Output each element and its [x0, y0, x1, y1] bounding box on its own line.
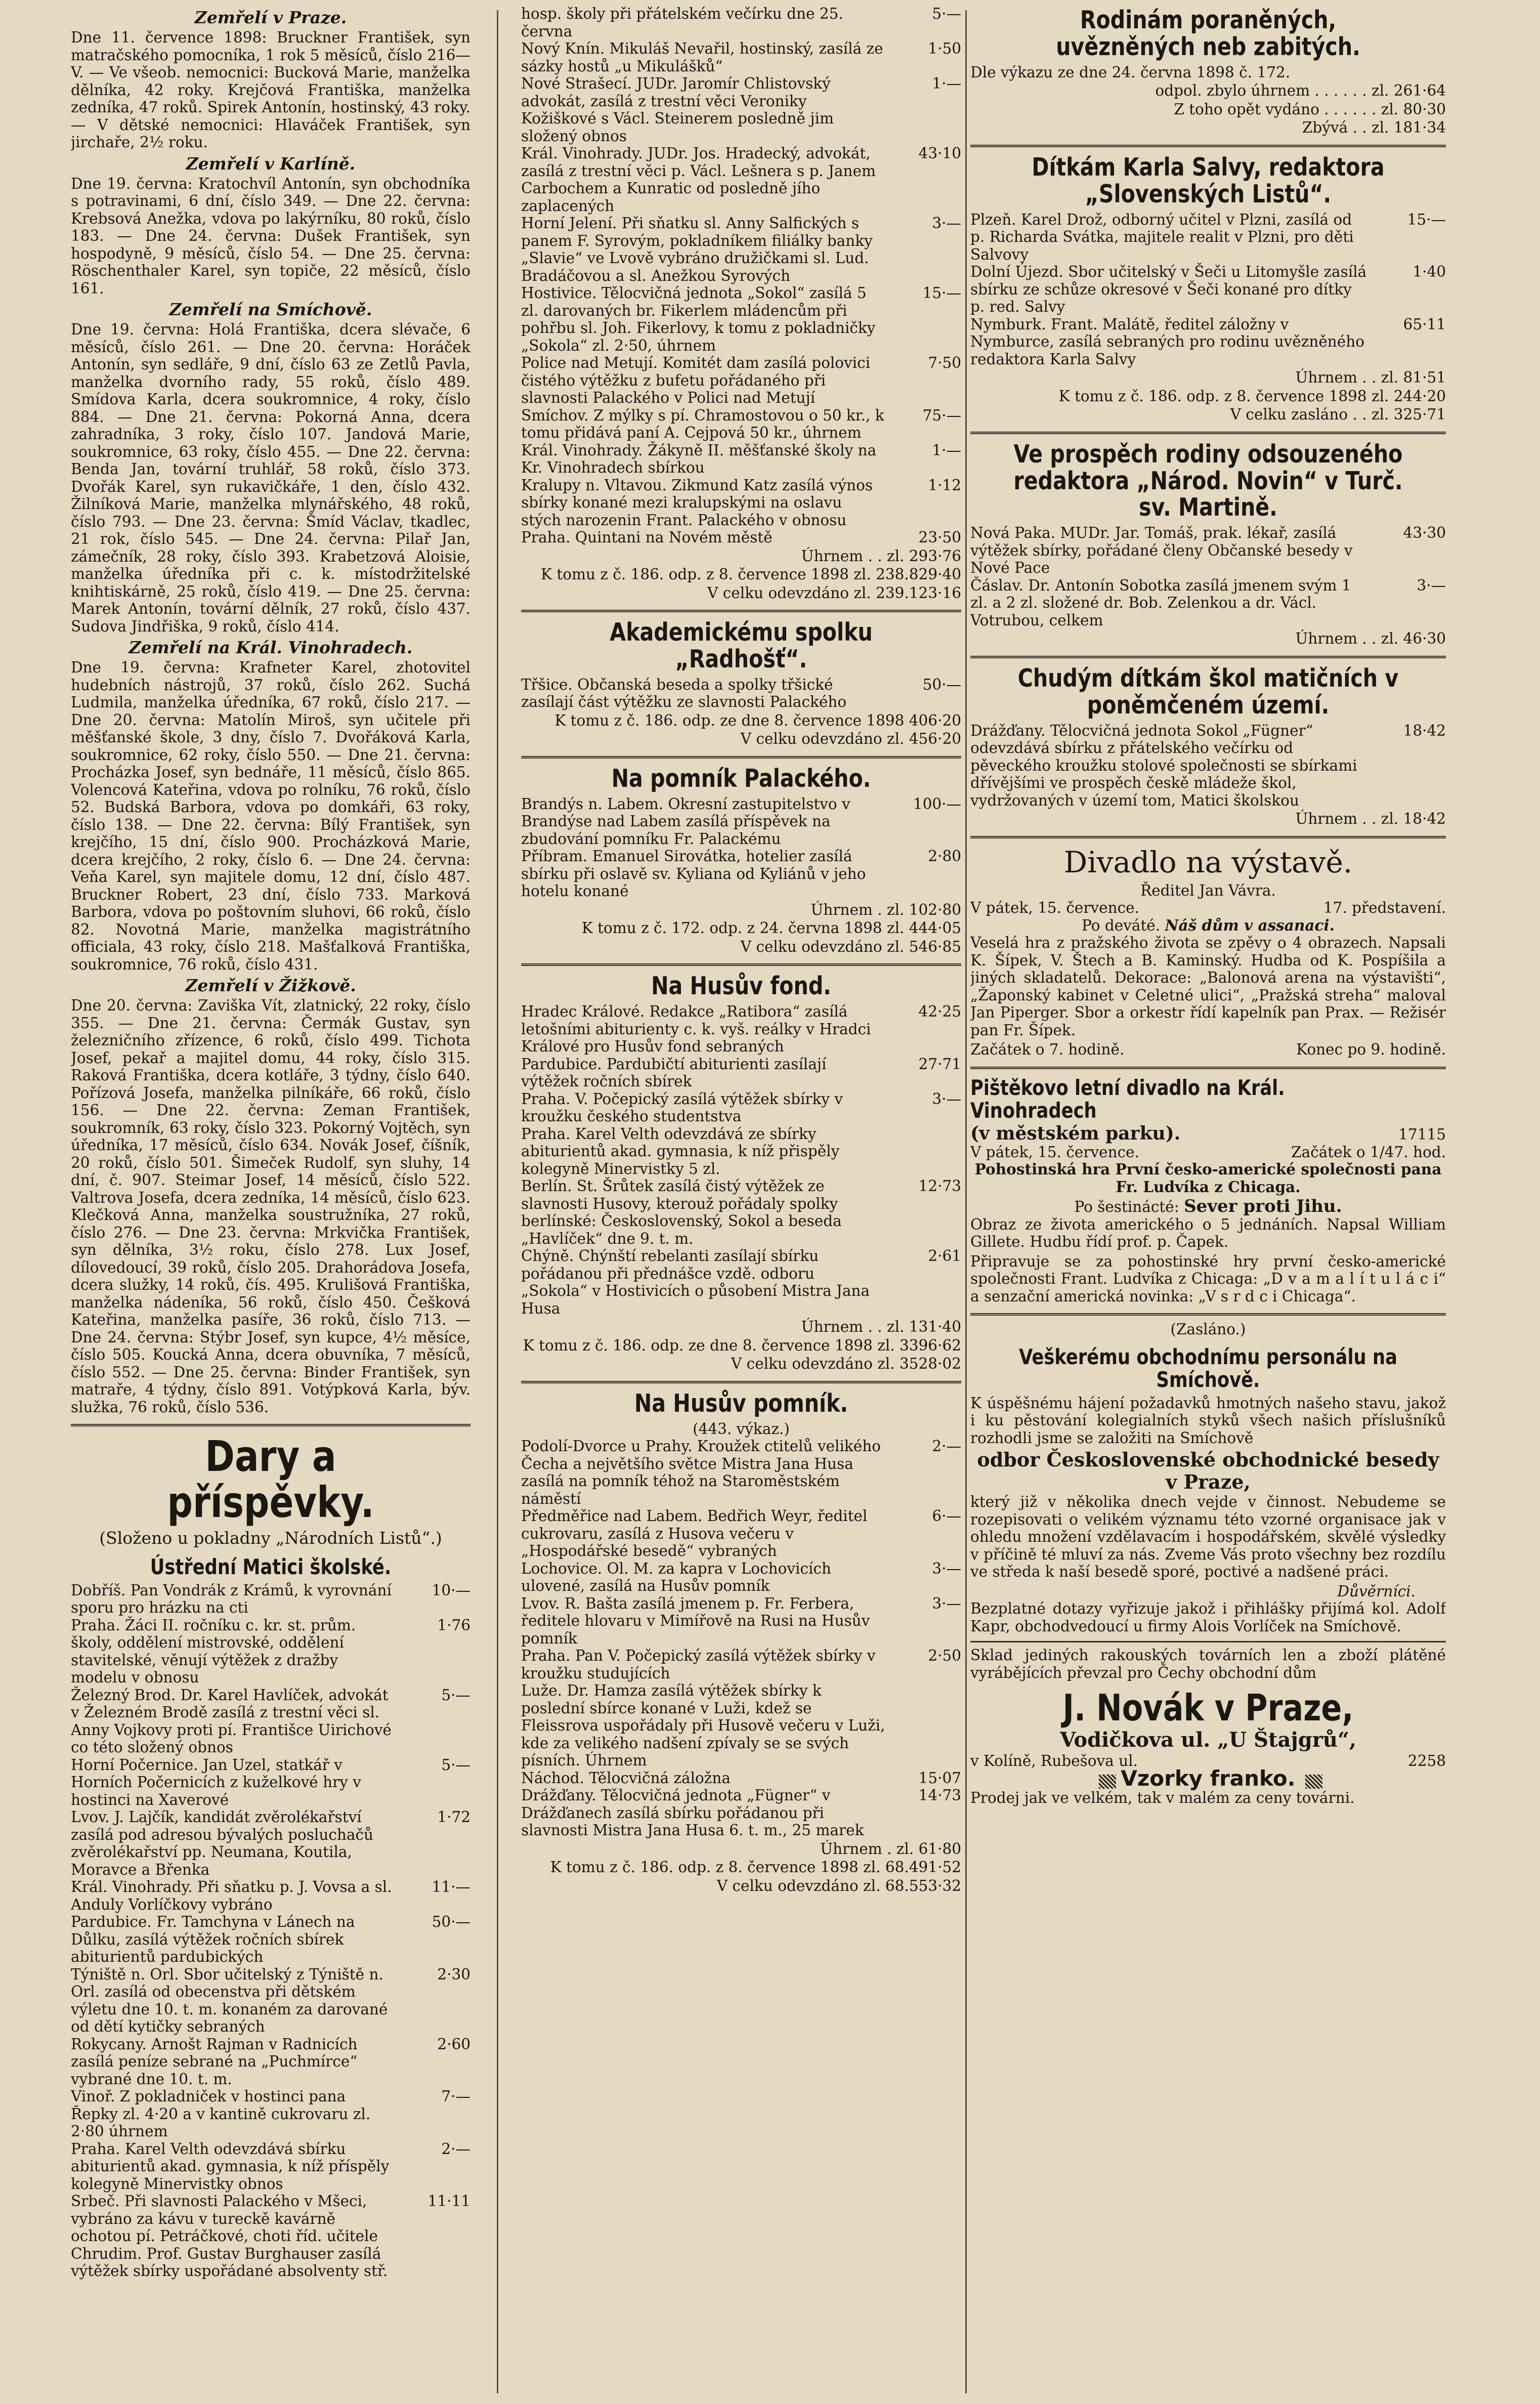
donation-text: Pardubice. Pardubičtí abiturienti zasílají výtěžek ročních sbírek: [521, 1055, 827, 1090]
heading-dary: Dary a příspěvky.: [167, 1431, 374, 1527]
heading-turc: Ve prospěch rodiny odsouzeného redaktora „Národ. Novin“ v Turč. sv. Martině.: [1013, 439, 1403, 522]
show-times-row: [970, 1041, 1446, 1059]
donation-text: Rokycany. Arnošt Rajman v Radnicích zasílá peníze sebrané na „Puchmírce“ vybrané dne 10. t. m.: [71, 2035, 358, 2088]
obchod-text2: který již v několika dnech vejde v činnost. Nebudeme se rozepisovati o velikém významu této vzorné organisace jak v ohledu množení vzdělavacím i hospodářském, skvělé výsledky v příčině té mluví za nás. Zveme Vás proto všechny bez rozdílu ve středa k naší besedě sporé, poctivé a nadšené práci.: [970, 1493, 1446, 1581]
donation-amount: 3·—: [932, 1090, 961, 1108]
heading-salva: Dítkám Karla Salvy, redaktora „Slovenských Listů“.: [1032, 152, 1385, 208]
donation-row: [970, 577, 1446, 629]
show-time-label: Po deváté.: [1082, 916, 1161, 934]
dary-subtitle: (Složeno u pokladny „Národních Listů“.): [99, 1528, 442, 1548]
divider: [970, 1067, 1446, 1069]
ranenym-line: Dle výkazu ze dne 24. června 1898 č. 172.: [970, 63, 1291, 81]
donation-amount: 7·50: [928, 354, 961, 371]
pistek-start: Začátek o 1/47. hod.: [1291, 1143, 1446, 1161]
report-number: (443. výkaz.): [693, 1420, 790, 1438]
donation-amount: 75·—: [922, 406, 961, 424]
carry-over: K tomu z č. 186. odp. ze dne 8. července 1898 406·20: [554, 711, 961, 729]
donation-row: [970, 524, 1446, 577]
column-2: [521, 5, 961, 2393]
donation-row: [521, 1003, 961, 1056]
donation-text: Praha. Karel Velth odevzdává ze sbírky abiturientů akad. gymnasia, k níž přispěly kolegyně Minervistky 5 zl.: [521, 1125, 840, 1177]
donation-amount: 5·—: [932, 5, 961, 22]
subtotal: Úhrnem . . zl. 131·40: [801, 1318, 961, 1336]
heading-smichov: Zemřelí na Smíchově.: [169, 300, 372, 319]
pistek-play-label: Po šestinácté:: [1074, 1198, 1179, 1216]
donation-text: Praha. V. Počepický zasílá výtěžek sbírky v kroužku českého studentstva: [521, 1090, 843, 1125]
play-title: Náš dům v assanaci.: [1165, 916, 1335, 934]
pistek-text2: Obraz ze života amerického o 5 jednáních. Napsal William Gillete. Hudbu řídí prof. p. Čapek.: [970, 1215, 1446, 1251]
donation-text: Praha. Karel Velth odevzdává sbírku abiturientů akad. gymnasia, k níž příspěly kolegyně Minervistky obnos: [71, 2140, 390, 2192]
divider: [521, 610, 961, 612]
donation-amount: 43·30: [1403, 524, 1446, 542]
donation-text: Král. Vinohrady. JUDr. Jos. Hradecký, advokát, zasílá z trestní věci p. Václ. Lešnera s p. Janem Carbochem a Kunratic od posledně jího zaplacených: [521, 145, 876, 215]
donation-row: [521, 145, 961, 215]
pistek-date-row: [970, 1144, 1446, 1161]
novak-number: 2258: [1407, 1752, 1446, 1770]
subtotal: Úhrnem . . zl. 18·42: [1295, 810, 1446, 828]
donation-text: Praha. Žáci II. ročníku c. kr. st. prům. školy, oddělení mistrovské, oddělení stavitelské, věnují výtěžek z dražby modelu v obnosu: [71, 1616, 356, 1686]
donation-text: Brandýs n. Labem. Okresní zastupitelstvo v Brandýse nad Labem zasílá příspěvek na zbudování pomníku Fr. Palackému: [521, 795, 850, 848]
donation-text: Nový Knín. Mikuláš Nevařil, hostinský, zasílá ze sázky hostů „u Mikulášků“: [521, 40, 883, 75]
donation-row: [521, 1507, 961, 1560]
donation-amount: 2·61: [928, 1247, 961, 1265]
donation-amount: 3·—: [932, 215, 961, 232]
donation-text: Plzeň. Karel Drož, odborný učitel v Plzni, zasílá od p. Richarda Svátka, majitele realit v Plzni, pro děti Salvovy: [970, 210, 1354, 263]
heading-divadlo: Divadlo na výstavě.: [1063, 845, 1353, 879]
donation-row: [970, 263, 1446, 316]
pistek-sub-row: [970, 1125, 1446, 1144]
ranenym-line: Z toho opět vydáno . . . . . . zl. 80·30: [1174, 100, 1446, 118]
divider: [970, 145, 1446, 147]
donation-text: Král. Vinohrady. Při sňatku p. J. Vovsa a sl. Anduly Vorlíčkovy vybráno: [71, 1878, 392, 1913]
donation-row: [71, 2245, 470, 2280]
pistek-date: V pátek, 15. července.: [970, 1143, 1139, 1161]
hand-pointer-icon: [1099, 1775, 1116, 1789]
donation-row: [71, 1966, 470, 2036]
heading-praha: Zemřelí v Praze.: [194, 8, 347, 27]
zizkov-text: Dne 20. června: Zaviška Vít, zlatnický, 22 roky, číslo 355. — Dne 21. června: Čermák Gustav, syn železničního zřízence, 6 roků, číslo 499. Tichota Josef, pekař a majitel domu, 44 roky, číslo 315. Raková Františka, dcera kotláře, 3 týdny, číslo 640. Pořízová Josefa, manželka pilníkáře, 66 roků, číslo 156. — Dne 22. června: Zeman František, soukromník, 63 roky, číslo 323. Pokorný Vojtěch, syn úředníka, 17 měsíců, číslo 634. Novák Josef, číšník, 20 roků, číslo 501. Šimeček Rudolf, syn sluhy, 14 dní, č. 907. Steimar Josef, 14 měsíců, číslo 522. Valtrova Josefa, dcera zedníka, 14 měsíců, číslo 623. Klečková Anna, manželka soustružníka, 27 roků, číslo 276. — Dne 23. června: Mrkvička František, syn dělníka, 3½ roku, číslo 278. Lux Josef, dílovedoucí, 39 roků, číslo 205. Drahorádova Josefa, dcera služky, 14 roků, čís. 495. Krulišová Františka, manželka nádeníka, 56 roků, číslo 450. Češková Kateřina, manželka pasíře, 36 roků, číslo 713. — Dne 24. června: Stýbr Josef, syn kupce, 4½ měsíce, číslo 505. Koucká Anna, dcera obuvníka, 7 měsíců, číslo 552. — Dne 25. června: Binder František, syn matraře, 4 týdny, číslo 891. Votýpková Karla, býv. služka, 76 roků, číslo 536.: [71, 997, 470, 1416]
heading-palacky: Na pomník Palackého.: [611, 764, 871, 793]
donation-amount: 1·72: [437, 1808, 470, 1826]
donation-text: Drážďany. Tělocvičná jednota „Fügner“ v Drážďanech zasílá sbírku pořádanou při slavnosti Mistra Jana Husa 6. t. m., 25 marek: [521, 1787, 864, 1839]
start-time: Začátek o 7. hodině.: [970, 1041, 1125, 1059]
donation-text: Kralupy n. Vltavou. Zikmund Katz zasílá výnos sbírky konané mezi kralupskými na oslavu stých narozenin Frant. Palackého v obnosu: [521, 476, 873, 529]
praha-text: Dne 11. července 1898: Bruckner František, syn matračského pomocníka, 1 rok 5 měsíců, číslo 216—V. — Ve všeob. nemocnici: Bucková Marie, manželka dělníka, 42 roky. Krejčová Františka, manželka zedníka, 47 roků. Spirek Antonín, hostinský, 43 roky. — V dětské nemocnici: Hlaváček František, syn jirchaře, 2½ roku.: [71, 29, 470, 151]
donation-row: [71, 1582, 470, 1617]
donation-row: [521, 1125, 961, 1178]
column-1: [71, 5, 470, 2393]
donation-row: [521, 477, 961, 529]
donation-row: [521, 1787, 961, 1839]
donation-row: [521, 1056, 961, 1090]
show-date-row: [970, 899, 1446, 917]
donation-text: Náchod. Tělocvičná záložna: [521, 1769, 731, 1787]
donation-text: Hostivice. Tělocvičná jednota „Sokol“ zasílá 5 zl. darovaných br. Fikerlem mládencům při pohřbu sl. Joh. Fikerlovy, k tomu z pokladničky „Sokola“ zl. 2·50, úhrnem: [521, 284, 876, 354]
donation-amount: 100·—: [913, 795, 961, 813]
donation-amount: 10·—: [432, 1581, 470, 1599]
show-date: V pátek, 15. července.: [970, 899, 1139, 917]
end-time: Konec po 9. hodině.: [1296, 1041, 1446, 1059]
show-number: 17. představení.: [1323, 899, 1446, 917]
donation-amount: 42·25: [918, 1003, 961, 1021]
donation-row: [521, 1560, 961, 1595]
donation-amount: 2·—: [441, 2140, 470, 2158]
divider: [71, 1424, 470, 1426]
donation-row: [521, 1647, 961, 1682]
obchod-text: K úspěšnému hájení požadavků hmotných našeho stavu, jakož i ku pěstování kolegialních styků všech našich příslušníků rozhodli jsme se založiti na Smíchově: [970, 1394, 1446, 1447]
donation-row: [521, 1247, 961, 1317]
carry-over: K tomu z č. 186. odp. z 8. července 1898 zl. 244·20: [1058, 387, 1446, 405]
donation-text: Třšice. Občanská beseda a spolky třšické zasílají část výtěžku ze slavnosti Palackého: [521, 676, 847, 711]
pistek-text3: Připravuje se za pohostinské hry první česko-americké společnosti Frant. Ludvíka z Chicaga: „D v a m a l í t u l á c i“ a senzační americká novinka: „V s r d c i Chicaga“.: [970, 1252, 1446, 1305]
subtotal: Úhrnem . zl. 61·80: [820, 1840, 961, 1858]
donation-text: Chrudim. Prof. Gustav Burghauser zasílá výtěžek sbírky uspořádané absolventy stř.: [71, 2245, 388, 2280]
donation-row: [521, 407, 961, 442]
divider: [970, 1313, 1446, 1316]
donation-text: Vinoř. Z pokladniček v hostinci pana Řepky zl. 4·20 a v kantině cukrovaru zl. 2·80 úhrnem: [71, 2088, 371, 2140]
matice-list: [71, 1582, 470, 2280]
novak-vzorky: Vzorky franko.: [1121, 1765, 1296, 1791]
pistek-play: Sever proti Jihu.: [1184, 1196, 1342, 1217]
donation-text: Lvov. J. Lajčík, kandidát zvěrolékařství zasílá pod adresou bývalých posluchačů zvěrolékařství pp. Neumana, Koutila, Moravce a Břenka: [71, 1808, 373, 1878]
donation-amount: 2·60: [437, 2035, 470, 2053]
grand-total: V celku odevzdáno zl. 456·20: [740, 730, 961, 748]
heading-matice: Ústřední Matici školské.: [150, 1554, 392, 1580]
heading-zizkov: Zemřelí v Žižkově.: [185, 976, 356, 995]
subtotal: Úhrnem . . zl. 46·30: [1295, 630, 1446, 648]
donation-amount: 1·76: [437, 1616, 470, 1634]
donation-text: Praha. Quintani na Novém městě: [521, 529, 773, 546]
divider: [521, 1381, 961, 1383]
donation-row: [521, 5, 961, 40]
divider: [970, 656, 1446, 658]
donation-amount: 2·50: [928, 1647, 961, 1665]
pistek-play-line: [970, 1198, 1446, 1216]
donation-row: [970, 722, 1446, 810]
column-rule-2: [965, 10, 967, 2393]
donation-amount: 3·—: [932, 1559, 961, 1577]
novak-address: Vodičkova ul. „U Štajgrů“,: [1060, 1728, 1356, 1752]
donation-row: [71, 1808, 470, 1878]
donation-text: hosp. školy při přátelském večírku dne 25. června: [521, 5, 843, 40]
donation-text: Týniště n. Orl. Sbor učitelský z Týniště n. Orl. zasílá od obecenstva při dětském výletu dne 10. t. m. konaném za darované od dětí kytičky sebraných: [71, 1965, 388, 2036]
heading-husuv-pomnik: Na Husův pomník.: [634, 1388, 848, 1418]
donation-row: [521, 529, 961, 546]
donation-text: Nová Paka. MUDr. Jar. Tomáš, prak. lékař, zasílá výtěžek sbírky, pořádané členy Občanské besedy v Nové Pace: [970, 524, 1353, 577]
donation-amount: 1·12: [928, 476, 961, 494]
novak-name: J. Novák v Praze,: [1062, 1686, 1354, 1730]
donation-text: Nymburk. Frant. Malátě, ředitel záložny v Nymburce, zasílá sebraných pro rodinu uvězněného redaktora Karla Salvy: [970, 315, 1365, 368]
donation-text: Praha. Pan V. Počepický zasílá výtěžek sbírky v kroužku studujících: [521, 1647, 876, 1682]
heading-radhost: Akademickému spolku „Radhošť“.: [610, 618, 873, 673]
donation-amount: 7·—: [441, 2088, 470, 2105]
donation-amount: 14·73: [918, 1787, 961, 1804]
donation-row: [71, 1686, 470, 1756]
donation-row: [521, 1177, 961, 1247]
donation-amount: 43·10: [918, 145, 961, 162]
donation-amount: 18·42: [1403, 722, 1446, 739]
donation-amount: 3·—: [1417, 576, 1446, 594]
donation-row: [521, 1090, 961, 1125]
donation-amount: 1·50: [928, 40, 961, 57]
donation-amount: 15·—: [1407, 210, 1446, 228]
donation-row: [71, 1617, 470, 1686]
grand-total: V celku odevzdáno zl. 3528·02: [731, 1355, 961, 1373]
donation-amount: 15·07: [918, 1769, 961, 1787]
donation-text: Luže. Dr. Hamza zasílá výtěžek sbírky k poslední sbírce konané v Luži, kdež se Fleissrova uspořádaly při Husově večeru v Luži, kde za velikého nadšení zpívaly se se svých písních. Úhrnem: [521, 1682, 885, 1769]
heading-husuv-fond: Na Husův fond.: [651, 972, 831, 1001]
donation-row: [71, 2088, 470, 2140]
divadlo-text: Veselá hra z pražského života se zpěvy o 4 obrazech. Napsali K. Šípek, V. Štech a B. Kaminský. Hudba od K. Pospíšila a jiných skladatelů. Dekorace: „Balonová arena na výstavišti“, „Žaponský kabinet v Celetné ulici“, „Pražská streha“ maloval Jan Piperger. Sbor a orkestr řídí kapelník pan Prax. — Režisér pan Fr. Šípek.: [970, 934, 1446, 1039]
donation-text: Drážďany. Tělocvičná jednota Sokol „Fügner“ odevzdává sbírku z přátelského večírku od pěveckého kroužku stolové společnosti se sbírkami dřívějšími ve prospěch českě mládeže škol, vydržovaných v území tom, Matici školskou: [970, 722, 1357, 809]
heading-ranenym: Rodinám poraněných, uvězněných neb zabitých.: [1056, 6, 1360, 61]
donation-text: Pardubice. Fr. Tamchyna v Lánech na Důlku, zasílá výtěžek ročních sbírek abiturientů pardubických: [71, 1913, 355, 1966]
donation-row: [521, 1682, 961, 1769]
grand-total: V celku odevzdáno zl. 546·85: [740, 938, 961, 955]
donation-row: [521, 1595, 961, 1648]
donation-text: Předměřice nad Labem. Bedřich Weyr, ředitel cukrovaru, zasílá z Husova večeru v „Hospodářské besedě“ vybraných: [521, 1507, 868, 1560]
donation-text: Dolní Újezd. Sbor učitelský v Šeči u Litomyšle zasílá sbírku ze schůze okresové v Šeči konané pro dítky p. red. Salvy: [970, 263, 1367, 316]
ranenym-total: Zbývá . . zl. 181·34: [1302, 119, 1446, 137]
donation-row: [71, 2036, 470, 2088]
donation-amount: 1·—: [932, 75, 961, 92]
novak-intro: Sklad jediných rakouských továrních len a zboží plátěné vyrábějících převzal pro Čechy obchodní dům: [970, 1647, 1446, 1681]
grand-total: V celku odevzdáno zl. 68.553·32: [716, 1877, 961, 1894]
zaslano-label: (Zasláno.): [1170, 1321, 1246, 1338]
donation-row: [71, 1913, 470, 1966]
donation-row: [970, 211, 1446, 264]
donation-amount: 27·71: [918, 1055, 961, 1073]
subtotal: Úhrnem . . zl. 293·76: [801, 547, 961, 565]
donation-amount: 1·40: [1413, 263, 1446, 281]
donation-text: Král. Vinohrady. Žákyně II. měšťanské školy na Kr. Vinohradech sbírkou: [521, 441, 877, 476]
donation-amount: 50·—: [922, 676, 961, 693]
donation-amount: 2·30: [437, 1965, 470, 1983]
donation-amount: 1·—: [932, 441, 961, 459]
duvernici-text: Bezplatné dotazy vyřizuje jakož i přihlášky přijímá kol. Adolf Kapr, obchodvedoucí u firmy Alois Vorlíček na Smíchově.: [970, 1600, 1446, 1635]
hand-pointer-icon: [1305, 1775, 1322, 1789]
donation-row: [521, 848, 961, 900]
donation-text: Srbeč. Při slavnosti Palackého v Mšeci, vybráno za kávu v tureckě kavárně ochotou pí. Petráčkové, choti říd. učitele: [71, 2192, 378, 2245]
donation-amount: 5·—: [441, 1686, 470, 1704]
heading-karlin: Zemřelí v Karlíně.: [186, 153, 356, 174]
donation-amount: 23·50: [918, 529, 961, 546]
novak-vzorky-line: [970, 1765, 1446, 1791]
donation-text: Smíchov. Z mýlky s pí. Chramostovou o 50 kr., k tomu přidává paní A. Cejpová 50 kr., úhrnem: [521, 406, 884, 441]
ranenym-line: odpol. zbylo úhrnem . . . . . . zl. 261·64: [1155, 82, 1446, 100]
donation-amount: 11·—: [432, 1878, 470, 1896]
carry-over: K tomu z č. 172. odp. z 24. června 1898 zl. 444·05: [581, 919, 961, 937]
divider: [970, 1641, 1446, 1642]
donation-row: [970, 316, 1446, 368]
donation-amount: 2·—: [932, 1438, 961, 1455]
donation-amount: 6·—: [932, 1507, 961, 1525]
donation-text: Železný Brod. Dr. Karel Havlíček, advokát v Železném Brodě zasílá z trestní věci sl. Anny Vojkovy proti pí. Františce Uirichové co této složený obnos: [71, 1686, 392, 1756]
grand-total: V celku odevzdáno zl. 239.123·16: [707, 584, 961, 602]
column-rule-1: [497, 10, 498, 2393]
donation-text: Police nad Metují. Komitét dam zasílá polovici čistého výtěžku z bufetu pořádaného při slavnosti Palackého v Polici nad Metují: [521, 354, 871, 406]
obchod-organisation: odbor Československé obchodnické besedy v Praze,: [977, 1448, 1439, 1494]
heading-chudym: Chudým dítkám škol matičních v poněmčeném území.: [1017, 663, 1399, 720]
donation-row: [521, 442, 961, 477]
donation-text: Příbram. Emanuel Sirovátka, hotelier zasílá sbírku při oslavě sv. Kyliana od Kyliánů v jeho hotelu konané: [521, 848, 866, 900]
carry-over: K tomu z č. 186. odp. z 8. července 1898 zl. 68.491·52: [550, 1859, 961, 1876]
carry-over: K tomu z č. 186. odp. ze dne 8. července 1898 zl. 3396·62: [523, 1336, 961, 1354]
donation-text: Lochovice. Ol. M. za kapra v Lochovicích ulovené, zasílá na Husův pomník: [521, 1559, 831, 1595]
donation-text: Horní Počernice. Jan Uzel, statkář v Horních Počernicích z kuželkové hry v hostinci na Xaverové: [71, 1756, 361, 1808]
donation-amount: 5·—: [441, 1756, 470, 1774]
donation-row: [521, 40, 961, 75]
carry-over: K tomu z č. 186. odp. z 8. července 1898 zl. 238.829·40: [540, 566, 961, 583]
grand-total: V celku zasláno . . zl. 325·71: [1230, 406, 1446, 424]
divider: [521, 756, 961, 758]
donation-text: Lvov. R. Bašta zasílá jmenem p. Fr. Ferbera, ředitele hlovaru v Mimířově na Rusi na Husův pomník: [521, 1594, 870, 1647]
donation-row: [71, 1756, 470, 1809]
subtotal: Úhrnem . . zl. 81·51: [1295, 369, 1446, 387]
donation-row: [521, 1438, 961, 1507]
karlin-text: Dne 19. června: Kratochvíl Antonín, syn obchodníka s potravinami, 6 dní, číslo 349. — Dne 22. června: Krebsová Anežka, vdova po lakýrníku, 80 roků, číslo 183. — Dne 24. června: Dušek František, syn hospodyně, 9 měsíců, číslo 54. — Dne 25. června: Röschenthaler Karel, syn topiče, 22 měsíců, číslo 161.: [71, 175, 470, 297]
donation-row: [521, 75, 961, 145]
donation-text: Hradec Králové. Redakce „Ratibora“ zasílá letošními abiturienty c. k. vyš. reálky v Hradci Králové pro Husův fond sebraných: [521, 1003, 871, 1056]
donation-row: [521, 215, 961, 284]
vinohrady-text: Dne 19. června: Krafneter Karel, zhotovitel hudebních nástrojů, 37 roků, číslo 262. Suchá Ludmila, manželka úředníka, 67 roků, číslo 217. — Dne 20. června: Matolín Miroš, syn učitele při měšťanské škole, 3 dny, číslo 7. Dvořáková Karla, soukromnice, 62 roky, číslo 550. — Dne 21. června: Procházka Josef, syn bednáře, 11 měsíců, číslo 865. Volencová Kateřina, vdova po rolníku, 76 roků, číslo 52. Budská Barbora, vdova po domkáři, 63 roky, číslo 138. — Dne 22. června: Bílý František, syn krejčího, 15 dní, číslo 900. Procházková Marie, dcera krejčího, 2 roky, číslo 6. — Dne 24. června: Veňa Karel, syn majitele domu, 12 dní, číslo 487. Bruckner Robert, 23 dní, číslo 733. Marková Barbora, vdova po poštovním sluhovi, 66 roků, číslo 82. Novotná Marie, manželka magistrátního officiala, 43 roky, číslo 218. Mašťalková Františka, soukromnice, 76 roků, číslo 431.: [71, 659, 470, 973]
donation-text: Horní Jelení. Při sňatku sl. Anny Salfických s panem F. Syrovým, pokladníkem filiálky banky „Slavie“ ve Lvově vybráno družičkami sl. Lud. Bradáčovou a sl. Anežkou Syrových: [521, 215, 873, 284]
pistek-subtitle: (v městském parku).: [970, 1123, 1181, 1145]
subtotal: Úhrnem . zl. 102·80: [810, 901, 961, 918]
smichov-text: Dne 19. června: Holá Františka, dcera slévače, 6 měsíců, číslo 261. — Dne 20. června: Horáček Antonín, syn sedláře, 9 dní, číslo 63 ze Zetlů Pavla, manželka dvorního rady, 55 roků, číslo 489. Smídova Karla, dcera soukromnice, 4 roky, číslo 884. — Dne 21. června: Pokorná Anna, dcera zahradníka, 3 roky, číslo 107. Jandová Marie, soukromnice, 63 roky, číslo 455. — Dne 22. června: Benda Jan, tovární truhlář, 58 roků, číslo 373. Dvořák Karel, syn rukavičkáře, 1 den, číslo 432. Žilníková Marie, manželka mlynářského, 48 roků, číslo 793. — Dne 23. června: Šmíd Václav, tkadlec, 21 rok, číslo 545. — Dne 24. června: Pilař Jan, zámečník, 28 roky, číslo 393. Krabetzová Aloisie, manželka úředníka při c. k. místodržitelské knihtiskárně, 25 roků, číslo 419. — Dne 25. června: Marek Antonín, tovární dělník, 27 roků, číslo 437. Sudova Jindřiška, 9 roků, číslo 414.: [71, 321, 470, 635]
donation-row: [71, 2140, 470, 2193]
donation-row: [521, 354, 961, 407]
donation-row: [521, 676, 961, 711]
donation-text: Nové Strašecí. JUDr. Jaromír Chlistovský advokát, zasílá z trestní věci Veroniky Kožiškové s Václ. Steinerem posledně jim složený obnos: [521, 75, 834, 145]
heading-vinohrady: Zemřelí na Král. Vinohradech.: [129, 638, 413, 657]
donation-amount: 50·—: [432, 1913, 470, 1931]
donation-amount: 11·11: [427, 2192, 470, 2210]
donation-row: [71, 2192, 470, 2245]
novak-footer: Prodej jak ve velkém, tak v malém za ceny továrni.: [970, 1789, 1355, 1807]
column-3: [970, 5, 1446, 2393]
donation-amount: 65·11: [1403, 315, 1446, 333]
heading-obchod: Veškerému obchodnímu personálu na Smíchově.: [1019, 1344, 1397, 1393]
donation-row: [521, 284, 961, 354]
donation-row: [521, 1769, 961, 1787]
show-time: [970, 917, 1446, 935]
divider: [970, 432, 1446, 434]
donation-amount: 3·—: [932, 1594, 961, 1612]
donation-amount: 15·—: [922, 284, 961, 302]
donation-text: Berlín. St. Šrůtek zasílá čistý výtěžek ze slavnosti Husovy, kterouž pořádaly spolky berlínské: Československý, Sokol a beseda „Havlíček“ dne 9. t. m.: [521, 1177, 842, 1247]
donation-row: [71, 1878, 470, 1913]
director: Ředitel Jan Vávra.: [1140, 881, 1276, 899]
donation-row: [521, 795, 961, 848]
duvernici-signature: Důvěrníci.: [1337, 1582, 1416, 1600]
donation-amount: 2·80: [928, 848, 961, 865]
donation-text: Dobříš. Pan Vondrák z Krámů, k vyrovnání sporu pro hrázku na cti: [71, 1581, 392, 1617]
donation-amount: 12·73: [918, 1177, 961, 1195]
divider: [521, 963, 961, 966]
novak-branch: v Kolíně, Rubešova ul.: [970, 1752, 1138, 1770]
donation-text: Podolí-Dvorce u Prahy. Kroužek ctitelů velikého Čecha a největšího světce Mistra Jana Husa zasílá na pomník téhož na Staroměstském náměstí: [521, 1438, 881, 1507]
pistek-number: 17115: [1398, 1126, 1446, 1144]
divider: [970, 836, 1446, 838]
pistek-text: Pohostinská hra První česko-americké společnosti pana Fr. Ludvíka z Chicaga.: [974, 1160, 1442, 1196]
donation-text: Čáslav. Dr. Antonín Sobotka zasílá jmenem svým 1 zl. a 2 zl. složené dr. Bob. Zelenkou a dr. Václ. Votrubou, celkem: [970, 576, 1351, 629]
heading-pistek: Pištěkovo letní divadlo na Král. Vinohradech: [970, 1075, 1285, 1123]
donation-text: Chýně. Chýnští rebelanti zasílají sbírku pořádanou při přednášce vzdě. odboru „Sokola“ v Hostivicích o působení Mistra Jana Husa: [521, 1247, 870, 1317]
